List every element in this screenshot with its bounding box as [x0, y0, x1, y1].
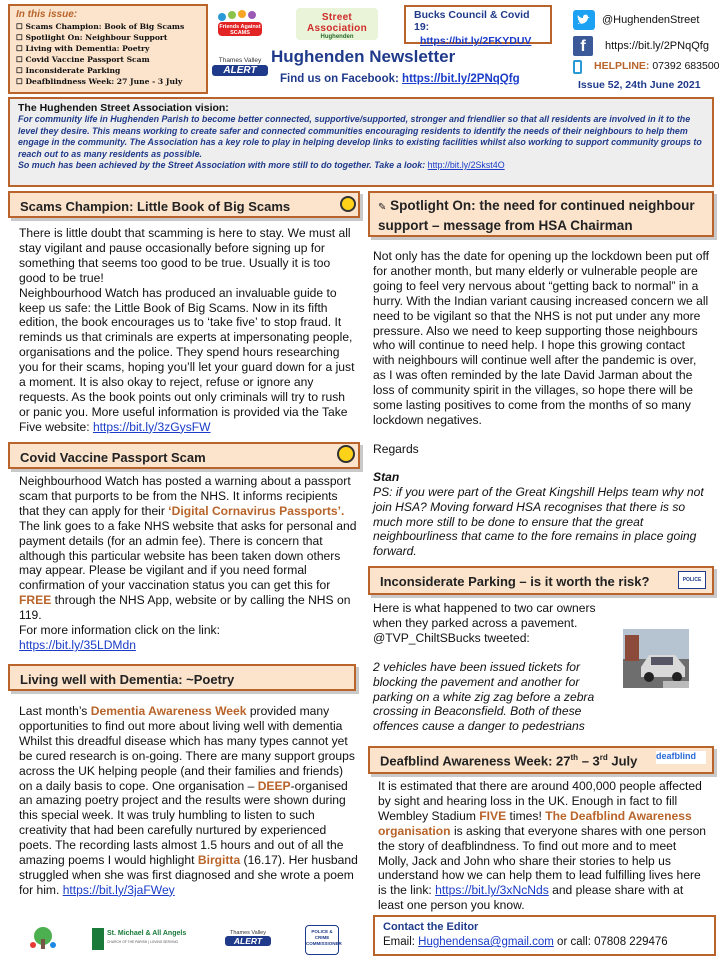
- checkbox-icon: ☐: [16, 22, 23, 31]
- police-crime-commissioner-logo: POLICE & CRIME COMMISSIONER: [305, 925, 339, 955]
- helpline: HELPLINE: 07392 683500: [594, 60, 720, 72]
- spotlight-body: [373, 249, 709, 559]
- scams-body: [19, 226, 359, 435]
- bucks-council-box: [404, 5, 552, 47]
- checkbox-icon: ☐: [16, 77, 23, 86]
- covid-heading: Covid Vaccine Passport Scam: [8, 442, 360, 469]
- police-badge: POLICE: [678, 571, 706, 589]
- spotlight-p1: Not only has the date for opening up the lockdown been put off for another month, but many elderly or vulnerable people are going to feel very nervous about “getting back to normal” in a hurry. With the Indian variant causing increased concern we all need to be vigilant so that the NHS is not put under any more pressure. Also we need to keep supporting those neighbours who will continue to need help. I hope this growing contact with neighbours will continue well after the pandemic is over, as I was often reminded by the late David Jarman about the loss of community spirit in the villages, so hope there will be some lasting positives to come from the months of so many lockdown negatives.: [373, 249, 709, 427]
- parking-body: [373, 601, 613, 734]
- scams-p1: There is little doubt that scamming is here to stay. We must all stay vigilant and pause occasionally before signing up for something that seems too good to be true. Usually it is too good to be true!: [19, 226, 351, 285]
- friends-against-scams-text: Friends Against SCAMS: [219, 24, 261, 36]
- friends-against-scams-logo: [212, 8, 268, 42]
- phone-icon: [573, 60, 582, 74]
- st-michael-icon: [92, 928, 104, 950]
- dementia-body: Last month’s Dementia Awareness Week provided many opportunities to find out more about living well with dementia Whilst this dreadful disease which has many types cannot yet be cured research is on-going. There are many support groups across the UK helping people (and their families and friends) on a daily basis to cope. One organisation – DEEP-organised an amazing poetry project and the results were shown during this special week. It was truly humbling to listen to such creativity that had been carefully nurtured by experienced poets. The recording lasts almost 1.5 hours and out of all the amazing poems I would highlight Birgitta (16.17). Her husband struggled when she was first diagnosed and she wrote a poem for him. https://bit.ly/3jaFWey: [19, 704, 358, 897]
- thames-valley-alert-logo-bottom: Thames Valley ALERT: [225, 930, 271, 954]
- contact-email[interactable]: Hughendensa@gmail.com: [418, 936, 554, 948]
- dementia-heading: Living well with Dementia: ~Poetry: [8, 664, 356, 691]
- street-association-sub: Hughenden: [320, 34, 354, 40]
- parking-p1: Here is what happened to two car owners when they parked across a pavement. @TVP_ChiltSBucks tweeted:: [373, 601, 596, 645]
- issue-item[interactable]: ☐ Deafblindness Week: 27 June - 3 July: [16, 77, 183, 86]
- street-association-logo: [296, 8, 378, 40]
- twitter-handle[interactable]: @HughendenStreet: [602, 14, 700, 26]
- vision-closing: So much has been achieved by the Street Association with more still to do together. Take a look: http://bit.ly/2Skst4O: [18, 160, 505, 170]
- issue-item[interactable]: ☐ Inconsiderate Parking: [16, 66, 121, 75]
- scams-heading: Scams Champion: Little Book of Big Scams: [8, 191, 360, 218]
- neighbourhood-watch-badge: [340, 196, 356, 212]
- spotlight-signature: Stan: [373, 469, 400, 484]
- issue-item[interactable]: ☐ Covid Vaccine Passport Scam: [16, 55, 150, 64]
- parking-heading: Inconsiderate Parking – is it worth the risk?: [368, 566, 714, 595]
- bucks-council-label: Bucks Council & Covid 19:: [414, 9, 530, 33]
- newsletter-title: Hughenden Newsletter: [271, 47, 456, 66]
- facebook-url[interactable]: https://bit.ly/2PNqQfg: [605, 40, 709, 52]
- vision-box: [8, 97, 714, 187]
- checkbox-icon: ☐: [16, 33, 23, 42]
- vision-link[interactable]: http://bit.ly/2Skst4O: [427, 160, 505, 170]
- vision-text: For community life in Hughenden Parish to become better connected, supportive/supported, stronger and friendlier so that all residents are involved in it to the level they desire. This means working to create safer and connected communities encouraging residents to identify the needs of their neighbours to help them engage in the community. The Association has a key role to play in helping develop links to existing facilities whilst also working to support community groups to reach out to as many residents as possible.: [18, 114, 702, 159]
- contact-box: [373, 915, 716, 956]
- covid-link[interactable]: https://bit.ly/35LDMdn: [19, 637, 136, 652]
- scams-link[interactable]: https://bit.ly/3zGysFW: [92, 419, 211, 434]
- checkbox-icon: ☐: [16, 66, 23, 75]
- facebook-line: Find us on Facebook: https://bit.ly/2PNqQfg: [280, 73, 520, 85]
- covid-body: [19, 474, 359, 653]
- vision-title: The Hughenden Street Association vision:: [18, 102, 229, 114]
- in-this-issue-box: [8, 4, 208, 94]
- st-michael-logo: St. Michael & All Angels CHURCH OF THE PARISH | LOVING SERVING: [92, 928, 202, 952]
- in-this-issue-title: In this issue:: [16, 9, 78, 20]
- issue-info: Issue 52, 24th June 2021: [578, 79, 701, 91]
- megaphone-icon: ✎: [378, 202, 387, 213]
- issue-item[interactable]: ☐ Spotlight On: Neighbour Support: [16, 33, 168, 42]
- covid-p1: Neighbourhood Watch has posted a warning about a passport scam that purports to be from the NHS. It informs recipients that they can apply for their ‘Digital Cornavirus Passports’. The link goes to a fake NHS website that asks for personal and payment details (for an admin fee). There is concern that although this particular website has been taken down others may appear. Please be vigilant and if you need formal confirmation of your vaccination status you can get this for FREE through the NHS App, website or by calling the NHS on 119.: [19, 474, 357, 623]
- parked-car-photo: [623, 629, 689, 688]
- deafblind-link[interactable]: https://bit.ly/3xNcNds: [435, 883, 549, 898]
- checkbox-icon: ☐: [16, 44, 23, 53]
- scams-p2: Neighbourhood Watch has produced an invaluable guide to keep us safe: the Little Book of Big Scams. Now in its fifth edition, the book encourages us to ‘take five’ to stop fraud. It reminds us that criminals are experts at impersonating people, organisations and the police. They spend hours researching you for their scams, hoping you’ll let your guard down for a just a moment. It is also okay to reject, refuse or ignore any requests. As the book points out only criminals will try to rush or panic you. More useful information is provided via the Take Five website: https://bit.ly/3zGysFW: [19, 285, 355, 434]
- deafblind-body: It is estimated that there are around 400,000 people affected by sight and hearing loss in the UK. Enough in fact to fill Wembley Stadium FIVE times! The Deafblind Awareness organisation is asking that everyone shares with one person the story of deafblindness. To find out more and to meet Molly, Jack and John who share their stories to help us understand how we can help them to lead fulfilling lives here is the link: https://bit.ly/3xNcNds and please share with at least one person you know.: [378, 779, 707, 913]
- issue-item[interactable]: ☐ Living with Dementia: Poetry: [16, 44, 150, 53]
- deafblind-logo: deafblind: [656, 751, 706, 764]
- deafblind-heading: Deafblind Awareness Week: 27th – 3rd July: [368, 746, 714, 774]
- facebook-icon[interactable]: f: [573, 36, 593, 56]
- issue-list: [16, 21, 200, 87]
- twitter-icon[interactable]: [573, 10, 595, 30]
- contact-title: Contact the Editor: [383, 921, 479, 933]
- facebook-link[interactable]: https://bit.ly/2PNqQfg: [402, 73, 520, 85]
- issue-item[interactable]: ☐ Scams Champion: Book of Big Scams: [16, 22, 185, 31]
- street-association-text: Street Association: [307, 12, 367, 34]
- dementia-link[interactable]: https://bit.ly/3jaFWey: [62, 882, 175, 897]
- community-tree-logo: [24, 925, 62, 951]
- thames-valley-alert-logo-top: Thames Valley ALERT: [212, 57, 268, 85]
- spotlight-ps: PS: if you were part of the Great Kingshill Helps team why not join HSA? Moving forward HSA recognises that there is so much more still to be done to ensure that the great neighbourliness that came to the fore remains in place going forward.: [373, 484, 704, 559]
- neighbourhood-watch-badge-2: [337, 445, 355, 463]
- checkbox-icon: ☐: [16, 55, 23, 64]
- spotlight-regards: Regards: [373, 441, 419, 456]
- contact-line: Email: Hughendensa@gmail.com or call: 07808 229476: [383, 936, 668, 948]
- bucks-council-link[interactable]: https://bit.ly/2FKYDUV: [420, 35, 532, 47]
- covid-p2: For more information click on the link:: [19, 623, 220, 638]
- spotlight-heading: ✎ Spotlight On: the need for continued neighbour support – message from HSA Chairman: [368, 191, 714, 237]
- parking-quote: 2 vehicles have been issued tickets for blocking the pavement and another for parking on a white zig zag before a zebra crossing in Beaconsfield. Both of these offences cause a danger to pedestrians: [373, 659, 595, 734]
